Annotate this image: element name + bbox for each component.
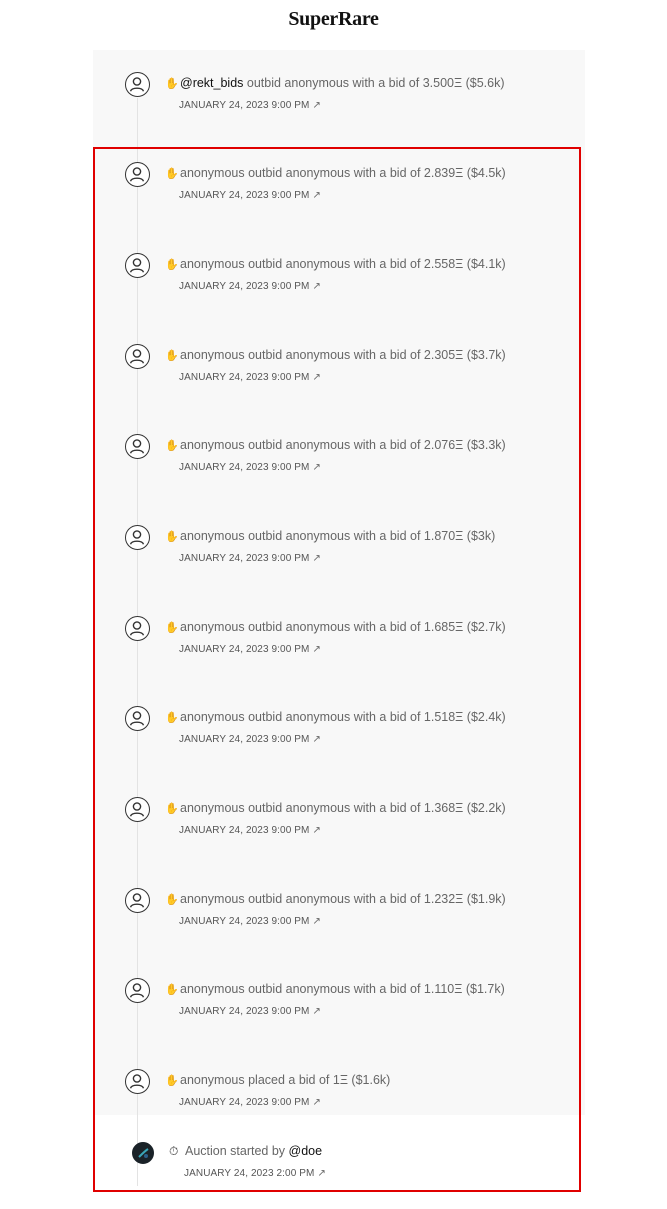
external-link-icon[interactable]: ↗	[312, 372, 321, 383]
bid-text: outbid anonymous with a bid of 3.500Ξ ($5.6k)	[243, 76, 505, 90]
hand-icon: ✋	[165, 440, 179, 452]
user-avatar-icon[interactable]	[125, 253, 150, 278]
external-link-icon[interactable]: ↗	[312, 100, 321, 111]
external-link-icon[interactable]: ↗	[312, 734, 321, 745]
user-avatar-icon[interactable]	[125, 525, 150, 550]
hand-icon: ✋	[165, 531, 179, 543]
auction-started-text: Auction started by	[185, 1144, 289, 1158]
creator-link[interactable]: @doe	[288, 1144, 323, 1158]
external-link-icon[interactable]: ↗	[312, 281, 321, 292]
hand-icon: ✋	[165, 803, 179, 815]
external-link-icon[interactable]: ↗	[312, 1006, 321, 1017]
external-link-icon[interactable]: ↗	[312, 1097, 321, 1108]
bid-timestamp[interactable]: JANUARY 24, 2023 9:00 PM ↗	[179, 916, 321, 927]
timer-icon: ⏱	[169, 1144, 179, 1158]
user-avatar-icon[interactable]	[125, 978, 150, 1003]
bid-text: anonymous outbid anonymous with a bid of 1.368Ξ ($2.2k)	[180, 801, 506, 815]
bid-text: anonymous outbid anonymous with a bid of 1.685Ξ ($2.7k)	[180, 620, 506, 634]
hand-icon: ✋	[165, 712, 179, 724]
bid-timestamp[interactable]: JANUARY 24, 2023 9:00 PM ↗	[179, 372, 321, 383]
external-link-icon[interactable]: ↗	[312, 644, 321, 655]
bid-timestamp[interactable]: JANUARY 24, 2023 9:00 PM ↗	[179, 734, 321, 745]
user-avatar-icon[interactable]	[125, 162, 150, 187]
bid-text: anonymous outbid anonymous with a bid of 1.518Ξ ($2.4k)	[180, 710, 506, 724]
bid-history-panel	[93, 50, 585, 1115]
user-avatar-icon[interactable]	[125, 797, 150, 822]
bid-timestamp[interactable]: JANUARY 24, 2023 9:00 PM ↗	[179, 825, 321, 836]
user-avatar-icon[interactable]	[125, 706, 150, 731]
hand-icon: ✋	[165, 168, 179, 180]
bid-text: anonymous outbid anonymous with a bid of 1.110Ξ ($1.7k)	[180, 982, 505, 996]
bid-timestamp[interactable]: JANUARY 24, 2023 9:00 PM ↗	[179, 1097, 321, 1108]
external-link-icon[interactable]: ↗	[317, 1168, 326, 1179]
bid-text: anonymous placed a bid of 1Ξ ($1.6k)	[180, 1073, 391, 1087]
bid-text: anonymous outbid anonymous with a bid of 2.839Ξ ($4.5k)	[180, 166, 506, 180]
bid-text: anonymous outbid anonymous with a bid of 2.305Ξ ($3.7k)	[180, 348, 506, 362]
external-link-icon[interactable]: ↗	[312, 553, 321, 564]
hand-icon: ✋	[165, 350, 179, 362]
user-avatar-icon[interactable]	[125, 888, 150, 913]
user-avatar-icon[interactable]	[125, 616, 150, 641]
user-avatar-icon[interactable]	[125, 434, 150, 459]
external-link-icon[interactable]: ↗	[312, 916, 321, 927]
user-avatar-icon[interactable]	[125, 1069, 150, 1094]
external-link-icon[interactable]: ↗	[312, 462, 321, 473]
hand-icon: ✋	[165, 984, 179, 996]
bidder-link[interactable]: @rekt_bids	[180, 76, 244, 90]
bid-timestamp[interactable]: JANUARY 24, 2023 9:00 PM ↗	[179, 462, 321, 473]
hand-icon: ✋	[165, 894, 179, 906]
hand-icon: ✋	[165, 622, 179, 634]
bid-timestamp[interactable]: JANUARY 24, 2023 9:00 PM ↗	[179, 190, 321, 201]
bid-timestamp[interactable]: JANUARY 24, 2023 9:00 PM ↗	[179, 644, 321, 655]
doe-avatar[interactable]	[132, 1142, 154, 1164]
user-avatar-icon[interactable]	[125, 344, 150, 369]
external-link-icon[interactable]: ↗	[312, 190, 321, 201]
bid-timestamp[interactable]: JANUARY 24, 2023 9:00 PM ↗	[179, 281, 321, 292]
brand-logo[interactable]: SuperRare	[288, 8, 379, 30]
bid-text: anonymous outbid anonymous with a bid of 2.076Ξ ($3.3k)	[180, 438, 506, 452]
bid-timestamp[interactable]: JANUARY 24, 2023 9:00 PM ↗	[179, 100, 321, 111]
bid-timestamp[interactable]: JANUARY 24, 2023 9:00 PM ↗	[179, 1006, 321, 1017]
bid-text: anonymous outbid anonymous with a bid of 1.870Ξ ($3k)	[180, 529, 496, 543]
hand-icon: ✋	[165, 259, 179, 271]
hand-icon: ✋	[165, 78, 179, 90]
auction-timestamp[interactable]: JANUARY 24, 2023 2:00 PM ↗	[184, 1168, 326, 1179]
user-avatar-icon[interactable]	[125, 72, 150, 97]
bid-text: anonymous outbid anonymous with a bid of 2.558Ξ ($4.1k)	[180, 257, 506, 271]
hand-icon: ✋	[165, 1075, 179, 1087]
bid-timestamp[interactable]: JANUARY 24, 2023 9:00 PM ↗	[179, 553, 321, 564]
bid-text: anonymous outbid anonymous with a bid of 1.232Ξ ($1.9k)	[180, 892, 506, 906]
external-link-icon[interactable]: ↗	[312, 825, 321, 836]
